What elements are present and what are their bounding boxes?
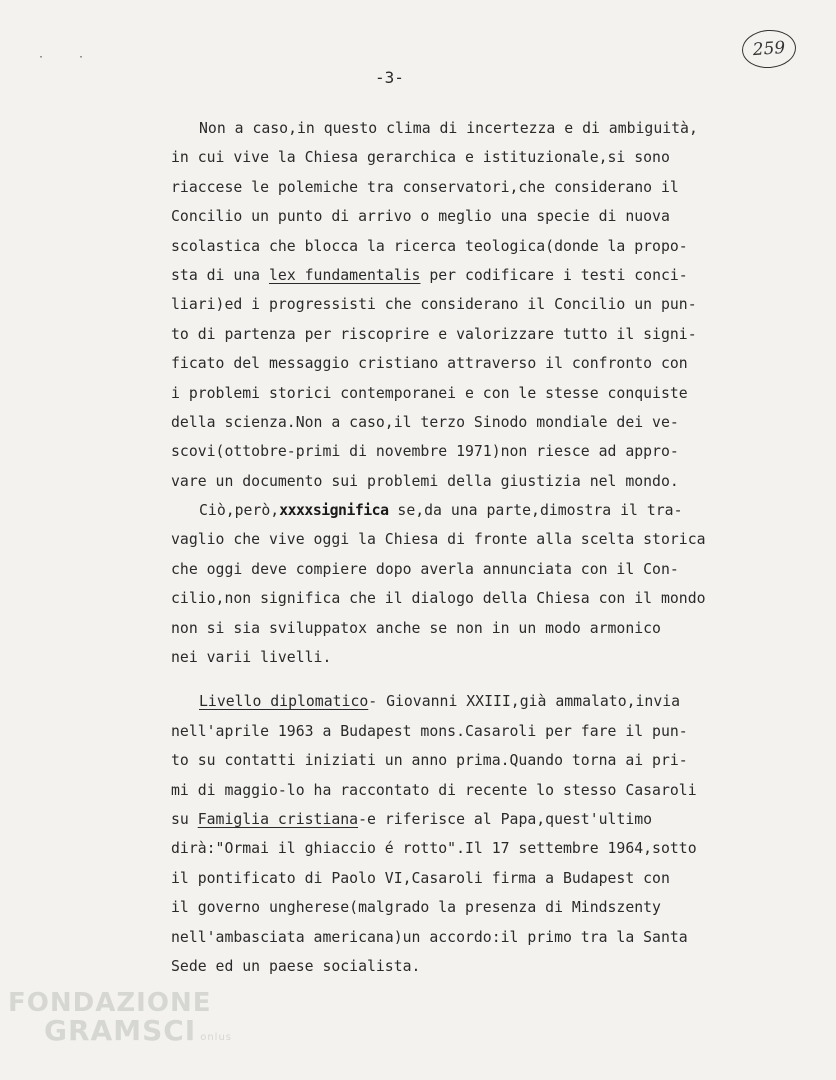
watermark-line-1: FONDAZIONE: [8, 988, 212, 1018]
text-line: nell'aprile 1963 a Budapest mons.Casaroli per fare il pun-: [171, 722, 688, 740]
underlined-term: lex fundamentalis: [269, 266, 421, 284]
text-line: dirà:"Ormai il ghiaccio é rotto".Il 17 settembre 1964,sotto: [171, 840, 697, 858]
text-line: in cui vive la Chiesa gerarchica e istituzionale,si sono: [171, 149, 670, 167]
paragraph-3: [171, 687, 791, 981]
paragraph-2: [171, 496, 791, 672]
text-line: il pontificato di Paolo VI,Casaroli firma a Budapest con: [171, 869, 670, 887]
text-line: vare un documento sui problemi della giustizia nel mondo.: [171, 472, 679, 490]
text-line: liari)ed i progressisti che considerano il Concilio un pun-: [171, 296, 697, 314]
watermark-suffix: onlus: [200, 1032, 233, 1043]
text-line: vaglio che vive oggi la Chiesa di fronte alla scelta storica: [171, 531, 706, 549]
text-line: to su contatti iniziati un anno prima.Quando torna ai pri-: [171, 752, 688, 770]
text-line: Livello diplomatico- Giovanni XXIII,già ammalato,invia: [199, 693, 681, 711]
struck-out-word: xxxxsignifica: [279, 502, 389, 520]
text-line: i problemi storici contemporanei e con le stesse conquiste: [171, 384, 688, 402]
text-line: Concilio un punto di arrivo o meglio una specie di nuova: [171, 208, 670, 226]
text-line: su Famiglia cristiana-e riferisce al Papa,quest'ultimo: [171, 810, 653, 828]
text-line: Sede ed un paese socialista.: [171, 957, 421, 975]
underlined-title: Famiglia cristiana: [197, 810, 359, 828]
paragraph-1: [171, 114, 791, 496]
text-line: Non a caso,in questo clima di incertezza e di ambiguità,: [199, 120, 698, 137]
fondazione-gramsci-watermark: [8, 988, 232, 1047]
archive-stamp: 259: [741, 28, 798, 70]
text-line: mi di maggio-lo ha raccontato di recente lo stesso Casaroli: [171, 781, 697, 799]
text-line: sta di una lex fundamentalis per codificare i testi conci-: [171, 266, 688, 284]
text-line: cilio,non significa che il dialogo della Chiesa con il mondo: [171, 590, 706, 608]
text-line: to di partenza per riscoprire e valorizzare tutto il signi-: [171, 325, 697, 343]
document-body: [171, 114, 791, 981]
text-line: ficato del messaggio cristiano attraverso il confronto con: [171, 355, 688, 373]
text-line: Ciò,però,xxxxsignifica se,da una parte,dimostra il tra-: [199, 502, 683, 520]
watermark-line-2: GRAMSCI onlus: [44, 1014, 233, 1047]
paragraph-gap: [171, 672, 791, 687]
text-line: non si sia sviluppatox anche se non in un modo armonico: [171, 619, 661, 637]
text-line: riaccese le polemiche tra conservatori,che considerano il: [171, 178, 679, 196]
text-line: scolastica che blocca la ricerca teologica(donde la propo-: [171, 237, 688, 255]
text-line: che oggi deve compiere dopo averla annunciata con il Con-: [171, 560, 679, 578]
text-line: della scienza.Non a caso,il terzo Sinodo mondiale dei ve-: [171, 413, 679, 431]
page-number: -3-: [375, 68, 404, 87]
text-line: nei varii livelli.: [171, 649, 332, 667]
section-heading: Livello diplomatico: [199, 693, 369, 711]
text-line: nell'ambasciata americana)un accordo:il primo tra la Santa: [171, 928, 688, 946]
paper-specks: · ·: [38, 52, 99, 63]
text-line: scovi(ottobre-primi di novembre 1971)non riesce ad appro-: [171, 443, 679, 461]
text-line: il governo ungherese(malgrado la presenza di Mindszenty: [171, 899, 661, 917]
